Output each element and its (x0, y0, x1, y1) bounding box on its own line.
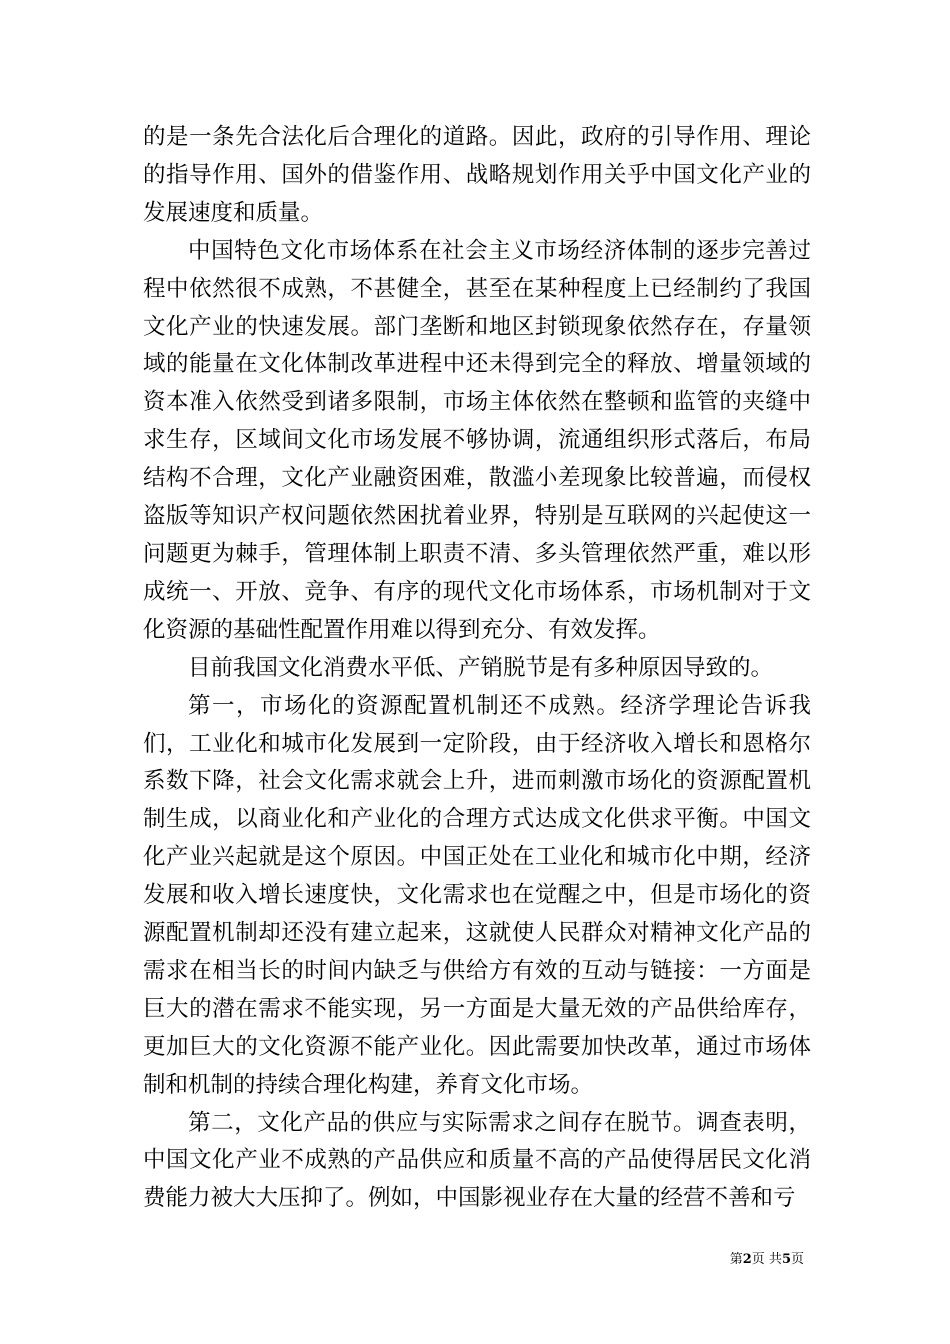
footer-middle: 页 共 (751, 1252, 782, 1267)
paragraph: 中国特色文化市场体系在社会主义市场经济体制的逐步完善过程中依然很不成熟，不甚健全，甚至在某种程度上已经制约了我国文化产业的快速发展。部门垄断和地区封锁现象依然存在，存量领域的能量在文化体制改革进程中还未得到完全的释放、增量领域的资本准入依然受到诸多限制，市场主体依然在整顿和监管的夹缝中求生存，区域间文化市场发展不够协调，流通组织形式落后，布局结构不合理，文化产业融资困难，散滥小差现象比较普遍，而侵权盗版等知识产权问题依然困扰着业界，特别是互联网的兴起使这一问题更为棘手，管理体制上职责不清、多头管理依然严重，难以形成统一、开放、竞争、有序的现代文化市场体系，市场机制对于文化资源的基础性配置作用难以得到充分、有效发挥。 (143, 237, 811, 643)
footer-suffix: 页 (790, 1252, 804, 1267)
footer-prefix: 第 (729, 1252, 743, 1267)
total-page-number: 5 (781, 1252, 791, 1267)
paragraph: 第二，文化产品的供应与实际需求之间存在脱节。调查表明，中国文化产业不成熟的产品供应和质量不高的产品使得居民文化消费能力被大大压抑了。例如，中国影视业存在大量的经营不善和亏 (143, 1109, 811, 1212)
paragraph: 目前我国文化消费水平低、产销脱节是有多种原因导致的。 (188, 654, 774, 681)
page-number-footer (730, 1248, 804, 1267)
document-body (143, 119, 811, 1218)
paragraph: 第一，市场化的资源配置机制还不成熟。经济学理论告诉我们，工业化和城市化发展到一定阶段，由于经济收入增长和恩格尔系数下降，社会文化需求就会上升，进而刺激市场化的资源配置机制生成，以商业化和产业化的合理方式达成文化供求平衡。中国文化产业兴起就是这个原因。中国正处在工业化和城市化中期，经济发展和收入增长速度快，文化需求也在觉醒之中，但是市场化的资源配置机制却还没有建立起来，这就使人民群众对精神文化产品的需求在相当长的时间内缺乏与供给方有效的互动与链接：一方面是巨大的潜在需求不能实现，另一方面是大量无效的产品供给库存，更加巨大的文化资源不能产业化。因此需要加快改革，通过市场体制和机制的持续合理化构建，养育文化市场。 (143, 692, 811, 1098)
paragraph: 的是一条先合法化后合理化的道路。因此，政府的引导作用、理论的指导作用、国外的借鉴作用、战略规划作用关乎中国文化产业的发展速度和质量。 (143, 124, 811, 226)
current-page-number: 2 (742, 1252, 752, 1267)
